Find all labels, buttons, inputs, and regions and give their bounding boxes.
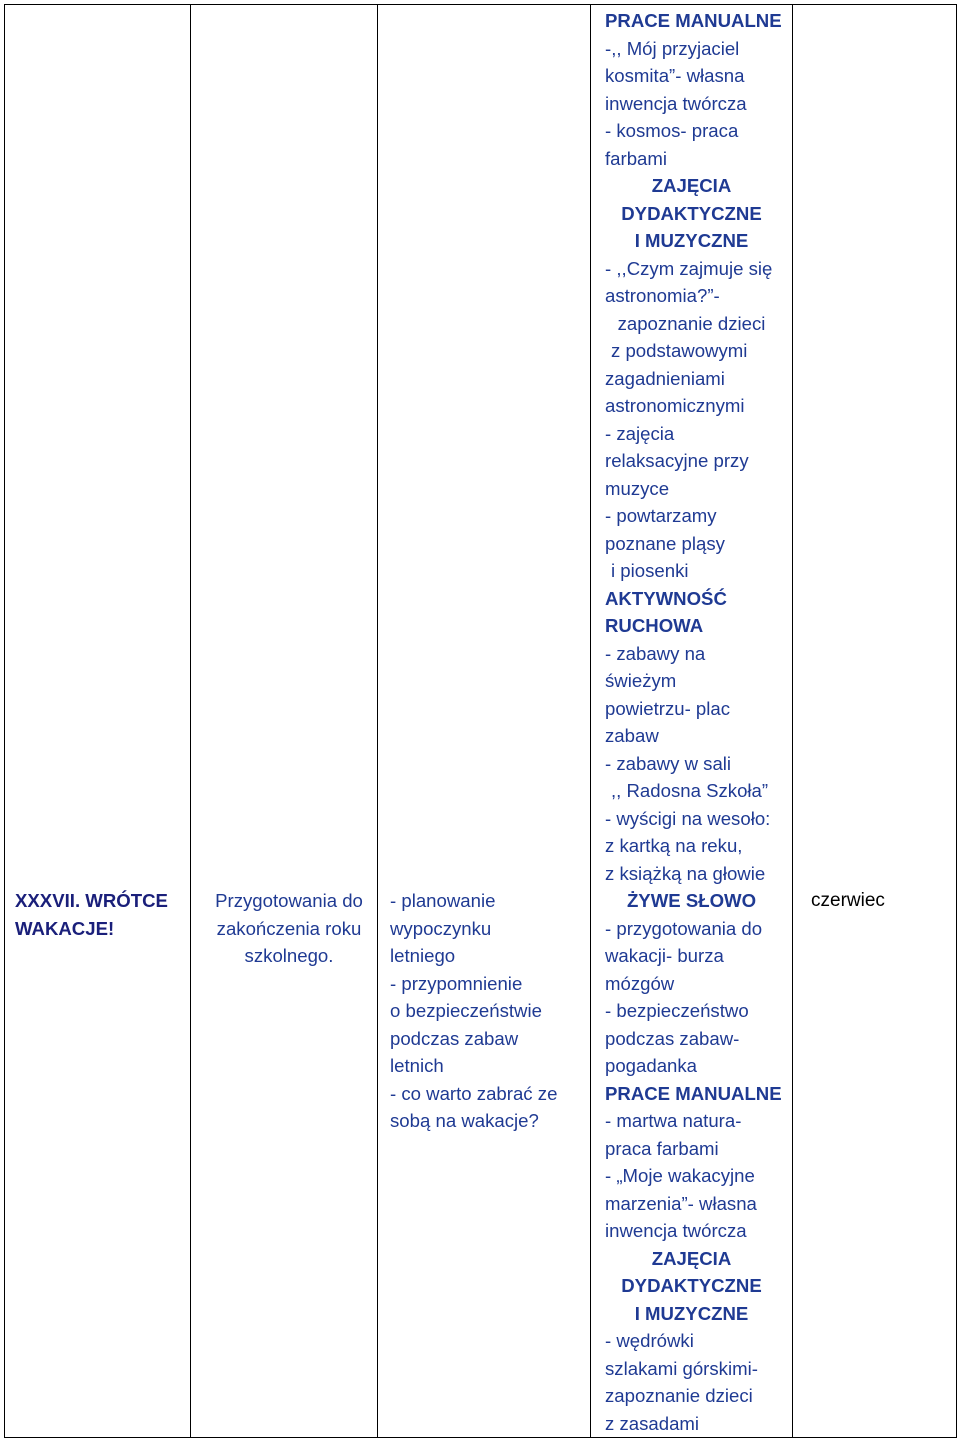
month-label: czerwiec xyxy=(811,890,885,911)
content-line: letniego xyxy=(390,945,456,966)
content-line: - przypomnienie xyxy=(390,972,523,994)
activity-line: - bezpieczeństwo xyxy=(605,1000,749,1021)
content-line: sobą na wakacje? xyxy=(390,1110,539,1131)
goals-cell xyxy=(191,5,378,1438)
topic-text xyxy=(5,887,190,942)
table-row xyxy=(5,5,957,1438)
activity-line: farbami xyxy=(605,147,668,169)
activity-section-header: I MUZYCZNE xyxy=(634,230,749,251)
activity-line: - zabawy w sali xyxy=(605,752,732,774)
activity-section-header: DYDAKTYCZNE xyxy=(621,1275,762,1296)
content-line: - co warto zabrać ze xyxy=(390,1082,558,1104)
goal-line: Przygotowania do xyxy=(215,890,363,911)
activity-line: zapoznanie dzieci xyxy=(605,1385,753,1406)
activity-section-header: DYDAKTYCZNE xyxy=(621,202,762,224)
activity-line: - zabawy na xyxy=(605,642,706,664)
activity-section-header: PRACE MANUALNE xyxy=(605,10,782,31)
content-list xyxy=(378,887,590,1135)
activity-line: szlakami górskimi- xyxy=(605,1357,758,1379)
content-line: - planowanie xyxy=(390,890,496,911)
activity-line: marzenia”- własna xyxy=(605,1192,757,1214)
activity-line: z książką na głowie xyxy=(605,862,766,884)
activity-line: - ,,Czym zajmuje się xyxy=(605,257,773,279)
activity-line: relaksacyjne przy xyxy=(605,450,749,471)
activities-cell xyxy=(591,5,793,1438)
activity-line: poznane pląsy xyxy=(605,532,725,554)
activity-section-header: AKTYWNOŚĆ xyxy=(605,587,727,609)
month-cell xyxy=(793,5,957,1438)
activity-line: inwencja twórcza xyxy=(605,92,747,114)
goal-line: zakończenia roku xyxy=(216,917,362,939)
activity-section-header: I MUZYCZNE xyxy=(634,1302,749,1324)
activities-list xyxy=(591,7,792,1437)
activity-line: - wyścigi na wesoło: xyxy=(605,807,771,829)
activity-line: inwencja twórcza xyxy=(605,1220,747,1241)
activity-line: powietrzu- plac xyxy=(605,697,731,719)
activity-line: - kosmos- praca xyxy=(605,120,739,141)
activity-line: - powtarzamy xyxy=(605,505,717,526)
activity-line: -,, Mój przyjaciel xyxy=(605,37,740,59)
activity-section-header: PRACE MANUALNE xyxy=(605,1082,782,1104)
topic-cell xyxy=(5,5,191,1438)
activity-line: astronomicznymi xyxy=(605,395,745,416)
activity-line: z zasadami xyxy=(605,1412,700,1434)
lesson-plan-page xyxy=(4,4,956,1438)
activity-section-header: RUCHOWA xyxy=(605,615,704,636)
activity-line: zapoznanie dzieci xyxy=(617,312,766,334)
activity-section-header: ŻYWE SŁOWO xyxy=(626,890,757,911)
activity-line: i piosenki xyxy=(611,560,689,581)
activity-section-header: ZAJĘCIA xyxy=(651,1247,732,1269)
content-line: wypoczynku xyxy=(390,917,492,939)
content-line: letnich xyxy=(390,1055,444,1076)
topic-line: XXXVII. WRÓTCE xyxy=(15,890,168,911)
activity-line: kosmita”- własna xyxy=(605,65,745,86)
activity-line: - martwa natura- xyxy=(605,1110,742,1131)
activity-line: z kartką na reku, xyxy=(605,835,743,856)
topic-line: WAKACJE! xyxy=(15,917,115,939)
activity-line: - „Moje wakacyjne xyxy=(605,1165,755,1186)
activity-line: zabaw xyxy=(605,725,659,746)
activity-line: podczas zabaw- xyxy=(605,1027,740,1049)
goal-line: szkolnego. xyxy=(244,945,334,966)
activity-section-header: ZAJĘCIA xyxy=(651,175,732,196)
activity-line: z podstawowymi xyxy=(611,340,748,361)
content-line: o bezpieczeństwie xyxy=(390,1000,542,1021)
activity-line: - zajęcia xyxy=(605,422,675,444)
activity-line: mózgów xyxy=(605,972,675,994)
activity-line: wakacji- burza xyxy=(605,945,724,966)
activity-line: astronomia?”- xyxy=(605,285,720,306)
goals-text xyxy=(191,887,377,970)
content-cell xyxy=(378,5,591,1438)
lesson-plan-table xyxy=(4,4,957,1438)
activity-line: muzyce xyxy=(605,477,670,499)
activity-line: pogadanka xyxy=(605,1055,698,1076)
activity-line: świeżym xyxy=(605,670,677,691)
activity-line: praca farbami xyxy=(605,1137,719,1159)
content-line: podczas zabaw xyxy=(390,1027,519,1049)
activity-line: ,, Radosna Szkoła” xyxy=(611,780,769,801)
activity-line: - przygotowania do xyxy=(605,917,763,939)
activity-line: zagadnieniami xyxy=(605,367,725,389)
activity-line: - wędrówki xyxy=(605,1330,694,1351)
